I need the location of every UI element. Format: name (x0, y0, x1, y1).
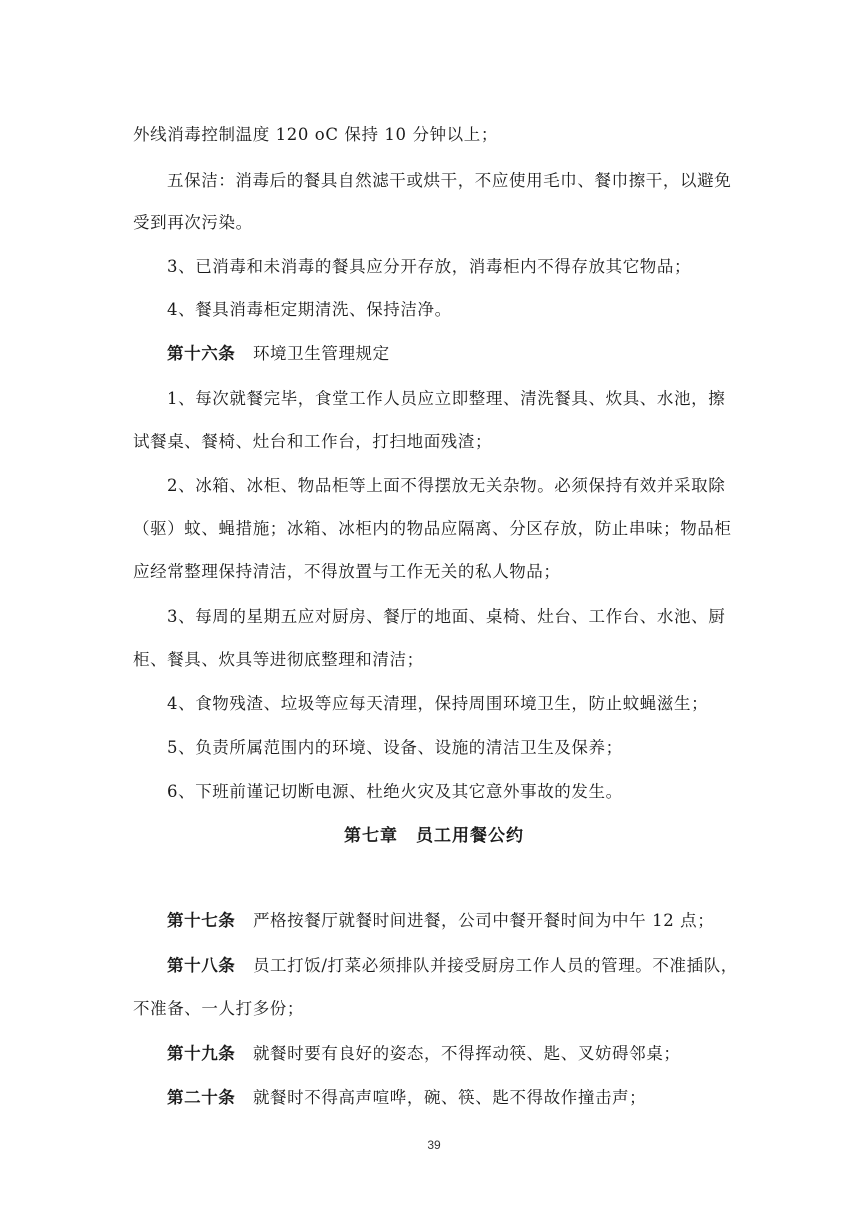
paragraph-line: 外线消毒控制温度 120 oC 保持 10 分钟以上； (133, 125, 498, 144)
paragraph-line: 3、已消毒和未消毒的餐具应分开存放，消毒柜内不得存放其它物品； (167, 257, 692, 276)
paragraph-line: 柜、餐具、炊具等进彻底整理和清洁； (133, 650, 424, 669)
paragraph-line: 五保洁：消毒后的餐具自然滤干或烘干，不应使用毛巾、餐巾擦干，以避免 (167, 171, 732, 190)
article-label: 第十九条 (167, 1044, 236, 1063)
article-16-heading (167, 343, 390, 365)
article-label: 第十八条 (167, 956, 236, 975)
article-17 (167, 910, 714, 932)
article-text: 严格按餐厅就餐时间进餐，公司中餐开餐时间为中午 12 点； (252, 911, 715, 930)
paragraph-line: 4、食物残渣、垃圾等应每天清理，保持周围环境卫生，防止蚊蝇滋生； (167, 694, 709, 713)
article-label: 第二十条 (167, 1088, 236, 1107)
paragraph-line: 1、每次就餐完毕，食堂工作人员应立即整理、清洗餐具、炊具、水池，擦 (167, 389, 726, 408)
article-text: 员工打饭/打菜必须排队并接受厨房工作人员的管理。不准插队， (252, 956, 738, 975)
paragraph-line: 4、餐具消毒柜定期清洗、保持洁净。 (167, 300, 452, 319)
article-19 (167, 1043, 680, 1065)
paragraph-line: 不准备、一人打多份； (133, 999, 304, 1018)
article-label: 第十七条 (167, 911, 236, 930)
paragraph-line: 应经常整理保持清洁，不得放置与工作无关的私人物品； (133, 562, 561, 581)
paragraph-line: 3、每周的星期五应对厨房、餐厅的地面、桌椅、灶台、工作台、水池、厨 (167, 607, 726, 626)
paragraph-line: 受到再次污染。 (133, 213, 253, 232)
page-number: 39 (427, 1138, 441, 1152)
article-20 (167, 1087, 646, 1109)
article-text: 就餐时不得高声喧哗，碗、筷、匙不得故作撞击声； (252, 1088, 647, 1107)
article-label: 第十六条 (167, 344, 236, 363)
article-text: 就餐时要有良好的姿态，不得挥动筷、匙、叉妨碍邻桌； (252, 1044, 681, 1063)
paragraph-line: 试餐桌、餐椅、灶台和工作台，打扫地面残渣； (133, 432, 493, 451)
paragraph-line: 6、下班前谨记切断电源、杜绝火灾及其它意外事故的发生。 (167, 782, 623, 801)
article-18 (167, 955, 738, 977)
paragraph-line: 2、冰箱、冰柜、物品柜等上面不得摆放无关杂物。必须保持有效并采取除 (167, 476, 726, 495)
chapter-heading: 第七章 员工用餐公约 (344, 826, 524, 846)
article-title: 环境卫生管理规定 (252, 344, 390, 363)
paragraph-line: 5、负责所属范围内的环境、设备、设施的清洁卫生及保养； (167, 738, 623, 757)
paragraph-line: （驱）蚊、蝇措施；冰箱、冰柜内的物品应隔离、分区存放，防止串味；物品柜 (133, 519, 732, 538)
